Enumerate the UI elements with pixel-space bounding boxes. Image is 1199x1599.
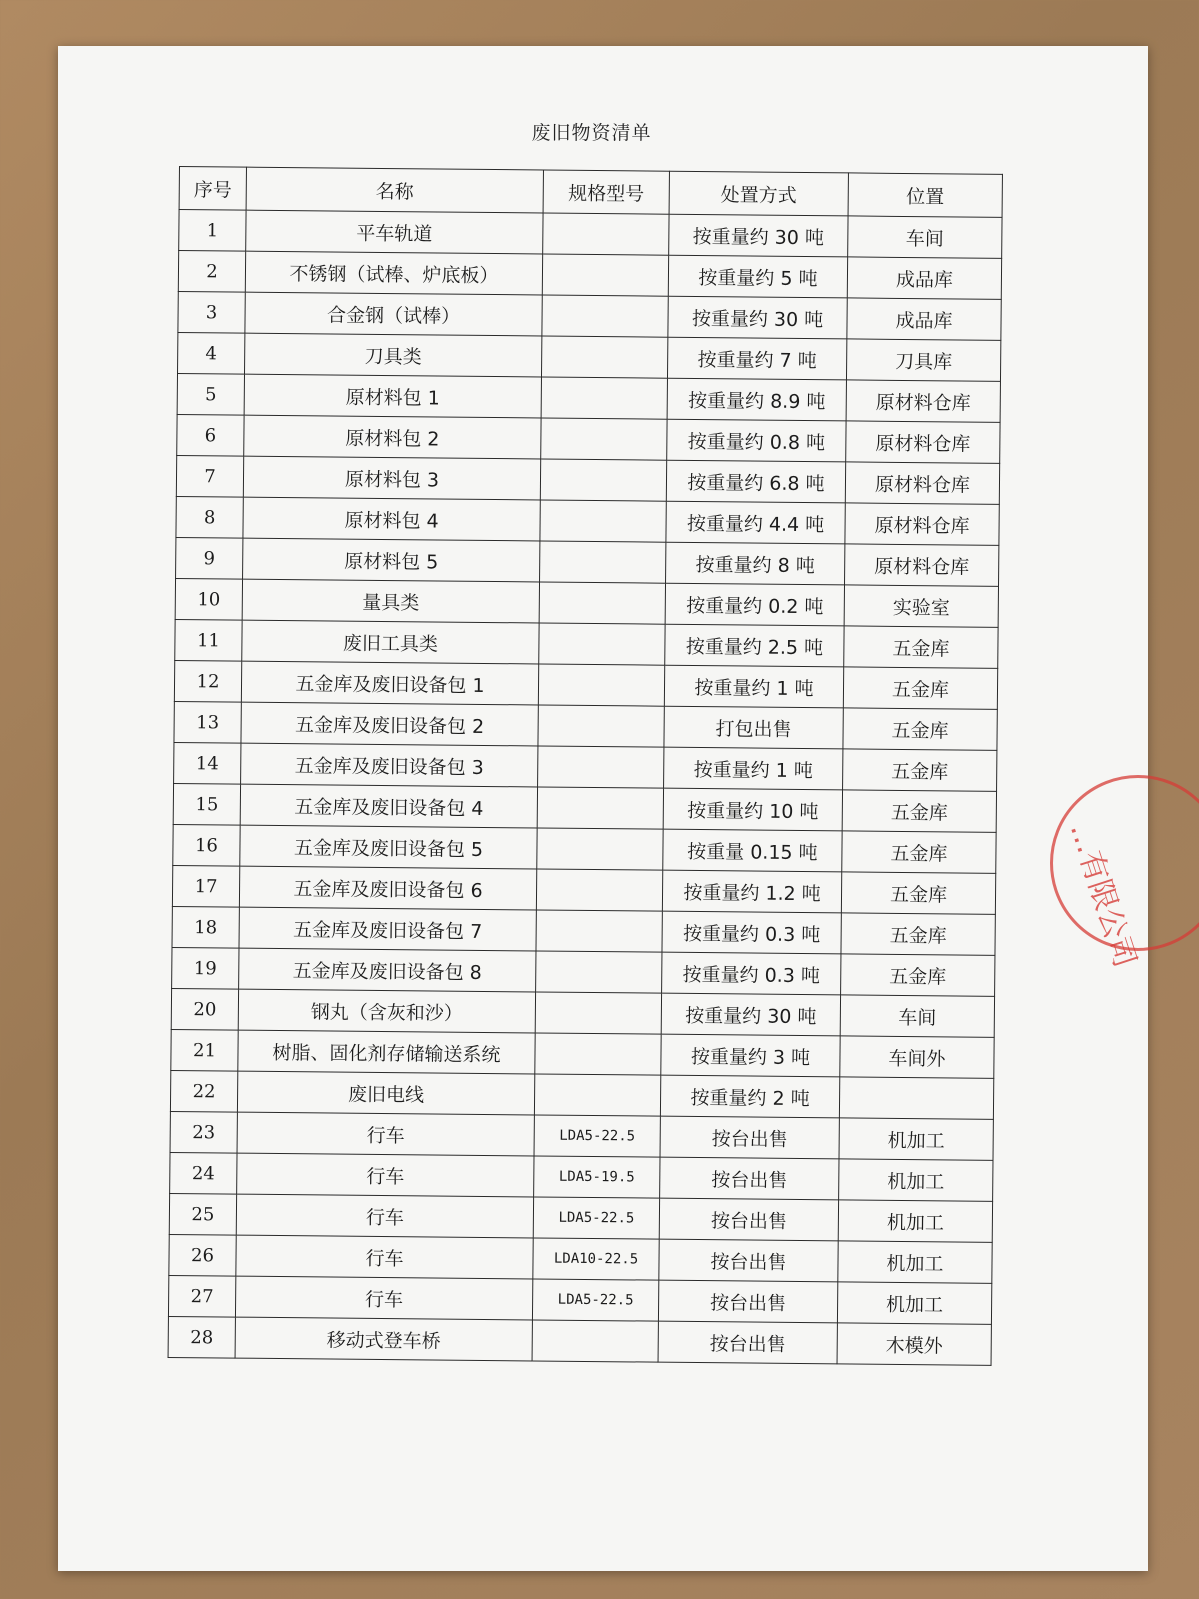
row-location: 实验室 <box>844 585 998 627</box>
row-method: 按台出售 <box>659 1239 838 1282</box>
row-spec: LDA5-22.5 <box>532 1279 658 1321</box>
table-body <box>168 210 1002 1366</box>
row-location: 机加工 <box>837 1282 991 1324</box>
row-spec <box>537 787 663 829</box>
table-row <box>168 1316 991 1365</box>
row-no: 3 <box>178 291 245 333</box>
row-name: 原材料包 4 <box>243 497 540 541</box>
row-method: 按台出售 <box>659 1198 838 1241</box>
row-method: 按重量约 4.4 吨 <box>666 501 845 544</box>
row-no: 15 <box>173 783 240 825</box>
row-name: 合金钢（试棒） <box>245 292 542 336</box>
row-name: 刀具类 <box>245 333 542 377</box>
row-no: 1 <box>179 210 246 252</box>
row-spec <box>541 336 667 378</box>
inventory-table <box>168 166 1003 1366</box>
row-method: 按台出售 <box>660 1116 839 1159</box>
row-no: 16 <box>173 824 240 866</box>
row-spec <box>540 541 666 583</box>
row-no: 24 <box>170 1152 237 1194</box>
row-name: 五金库及废旧设备包 8 <box>239 948 536 992</box>
row-spec <box>539 623 665 665</box>
row-method: 按重量约 6.8 吨 <box>666 460 845 503</box>
row-name: 树脂、固化剂存储输送系统 <box>238 1030 535 1074</box>
row-location: 原材料仓库 <box>845 462 999 504</box>
row-name: 五金库及废旧设备包 4 <box>240 784 537 828</box>
row-location: 五金库 <box>841 913 995 955</box>
row-method: 按重量约 1 吨 <box>664 747 843 790</box>
row-name: 原材料包 1 <box>244 374 541 418</box>
row-spec <box>538 664 664 706</box>
row-no: 19 <box>172 947 239 989</box>
row-method: 按重量约 8.9 吨 <box>667 378 846 421</box>
row-no: 5 <box>177 373 244 415</box>
row-spec <box>536 869 662 911</box>
row-method: 按重量约 7 吨 <box>667 337 846 380</box>
row-name: 量具类 <box>242 579 539 623</box>
row-method: 按重量约 0.3 吨 <box>662 952 841 995</box>
header-name: 名称 <box>246 167 543 213</box>
row-name: 五金库及废旧设备包 6 <box>239 866 536 910</box>
row-name: 废旧工具类 <box>242 620 539 664</box>
row-method: 按重量约 8 吨 <box>666 542 845 585</box>
header-spec: 规格型号 <box>543 170 669 214</box>
row-location: 车间外 <box>840 1036 994 1078</box>
row-method: 按重量约 30 吨 <box>669 214 848 257</box>
row-method: 按重量约 0.2 吨 <box>665 583 844 626</box>
row-location: 五金库 <box>843 708 997 750</box>
row-name: 五金库及废旧设备包 7 <box>239 907 536 951</box>
row-no: 12 <box>174 660 241 702</box>
row-method: 按重量约 0.3 吨 <box>662 911 841 954</box>
row-spec: LDA5-19.5 <box>534 1156 660 1198</box>
company-seal-text: …有限公司 <box>1062 818 1143 972</box>
row-name: 废旧电线 <box>237 1071 534 1115</box>
header-location: 位置 <box>848 173 1002 217</box>
row-location: 车间 <box>840 995 994 1037</box>
document-title: 废旧物资清单 <box>531 122 652 144</box>
row-spec <box>541 418 667 460</box>
row-spec <box>534 1074 660 1116</box>
row-no: 7 <box>176 455 243 497</box>
row-name: 五金库及废旧设备包 5 <box>240 825 537 869</box>
row-no: 17 <box>172 865 239 907</box>
row-location: 成品库 <box>847 298 1001 340</box>
row-no: 21 <box>171 1029 238 1071</box>
row-spec: LDA5-22.5 <box>533 1197 659 1239</box>
row-method: 按重量约 1 吨 <box>664 665 843 708</box>
row-spec <box>536 910 662 952</box>
row-name: 行车 <box>237 1112 534 1156</box>
row-method: 按重量约 10 吨 <box>663 788 842 831</box>
row-spec <box>538 746 664 788</box>
row-no: 10 <box>175 578 242 620</box>
row-no: 23 <box>170 1111 237 1153</box>
header-method: 处置方式 <box>669 171 848 216</box>
row-location: 五金库 <box>842 790 996 832</box>
row-spec <box>535 1033 661 1075</box>
row-spec <box>542 254 668 296</box>
row-spec <box>540 459 666 501</box>
row-method: 按重量约 0.8 吨 <box>667 419 846 462</box>
row-no: 27 <box>168 1275 235 1317</box>
row-no: 14 <box>174 742 241 784</box>
row-name: 五金库及废旧设备包 2 <box>241 702 538 746</box>
row-spec <box>532 1320 658 1362</box>
row-method: 按重量约 30 吨 <box>661 993 840 1036</box>
row-method: 按台出售 <box>660 1157 839 1200</box>
row-method: 按重量约 1.2 吨 <box>662 870 841 913</box>
row-method: 按重量约 3 吨 <box>661 1034 840 1077</box>
row-location: 机加工 <box>839 1118 993 1160</box>
row-location <box>839 1077 993 1119</box>
row-location: 原材料仓库 <box>845 544 999 586</box>
row-spec <box>538 705 664 747</box>
row-spec <box>539 582 665 624</box>
row-method: 按台出售 <box>658 1280 837 1323</box>
inventory-table-wrapper <box>168 166 1002 1366</box>
row-location: 木模外 <box>837 1323 991 1365</box>
row-no: 20 <box>171 988 238 1030</box>
row-location: 原材料仓库 <box>845 503 999 545</box>
row-method: 按重量约 5 吨 <box>668 255 847 298</box>
row-location: 机加工 <box>838 1241 992 1283</box>
row-name: 不锈钢（试棒、炉底板） <box>245 251 542 295</box>
row-method: 按重量 0.15 吨 <box>663 829 842 872</box>
row-spec <box>536 951 662 993</box>
row-no: 13 <box>174 701 241 743</box>
row-location: 机加工 <box>839 1159 993 1201</box>
row-name: 行车 <box>235 1276 532 1320</box>
row-spec: LDA5-22.5 <box>534 1115 660 1157</box>
row-name: 五金库及废旧设备包 1 <box>241 661 538 705</box>
row-name: 行车 <box>236 1235 533 1279</box>
row-no: 8 <box>176 496 243 538</box>
row-spec <box>543 213 669 255</box>
row-spec: LDA10-22.5 <box>533 1238 659 1280</box>
row-no: 4 <box>178 332 245 374</box>
header-no: 序号 <box>179 167 246 211</box>
row-method: 按重量约 2.5 吨 <box>665 624 844 667</box>
row-name: 移动式登车桥 <box>235 1317 532 1361</box>
row-name: 原材料包 2 <box>244 415 541 459</box>
row-location: 原材料仓库 <box>846 380 1000 422</box>
row-no: 2 <box>178 251 245 293</box>
row-spec <box>540 500 666 542</box>
row-no: 11 <box>175 619 242 661</box>
row-method: 按重量约 30 吨 <box>668 296 847 339</box>
row-location: 五金库 <box>842 831 996 873</box>
row-location: 机加工 <box>838 1200 992 1242</box>
row-location: 刀具库 <box>846 339 1000 381</box>
row-method: 按台出售 <box>658 1321 837 1364</box>
row-no: 6 <box>177 414 244 456</box>
row-name: 原材料包 5 <box>243 538 540 582</box>
row-method: 打包出售 <box>664 706 843 749</box>
row-no: 28 <box>168 1316 235 1358</box>
row-no: 9 <box>176 537 243 579</box>
row-location: 五金库 <box>843 749 997 791</box>
row-location: 五金库 <box>844 626 998 668</box>
row-spec <box>541 377 667 419</box>
row-location: 五金库 <box>841 872 995 914</box>
row-name: 五金库及废旧设备包 3 <box>241 743 538 787</box>
row-location: 车间 <box>848 216 1002 258</box>
row-location: 五金库 <box>843 667 997 709</box>
row-spec <box>537 828 663 870</box>
row-spec <box>535 992 661 1034</box>
row-name: 行车 <box>237 1153 534 1197</box>
row-no: 25 <box>169 1193 236 1235</box>
row-spec <box>542 295 668 337</box>
row-location: 成品库 <box>847 257 1001 299</box>
row-method: 按重量约 2 吨 <box>660 1075 839 1118</box>
row-no: 18 <box>172 906 239 948</box>
row-no: 26 <box>169 1234 236 1276</box>
row-name: 平车轨道 <box>246 210 543 254</box>
row-location: 原材料仓库 <box>846 421 1000 463</box>
row-name: 行车 <box>236 1194 533 1238</box>
row-no: 22 <box>170 1070 237 1112</box>
row-name: 原材料包 3 <box>243 456 540 500</box>
row-name: 钢丸（含灰和沙） <box>238 989 535 1033</box>
row-location: 五金库 <box>841 954 995 996</box>
